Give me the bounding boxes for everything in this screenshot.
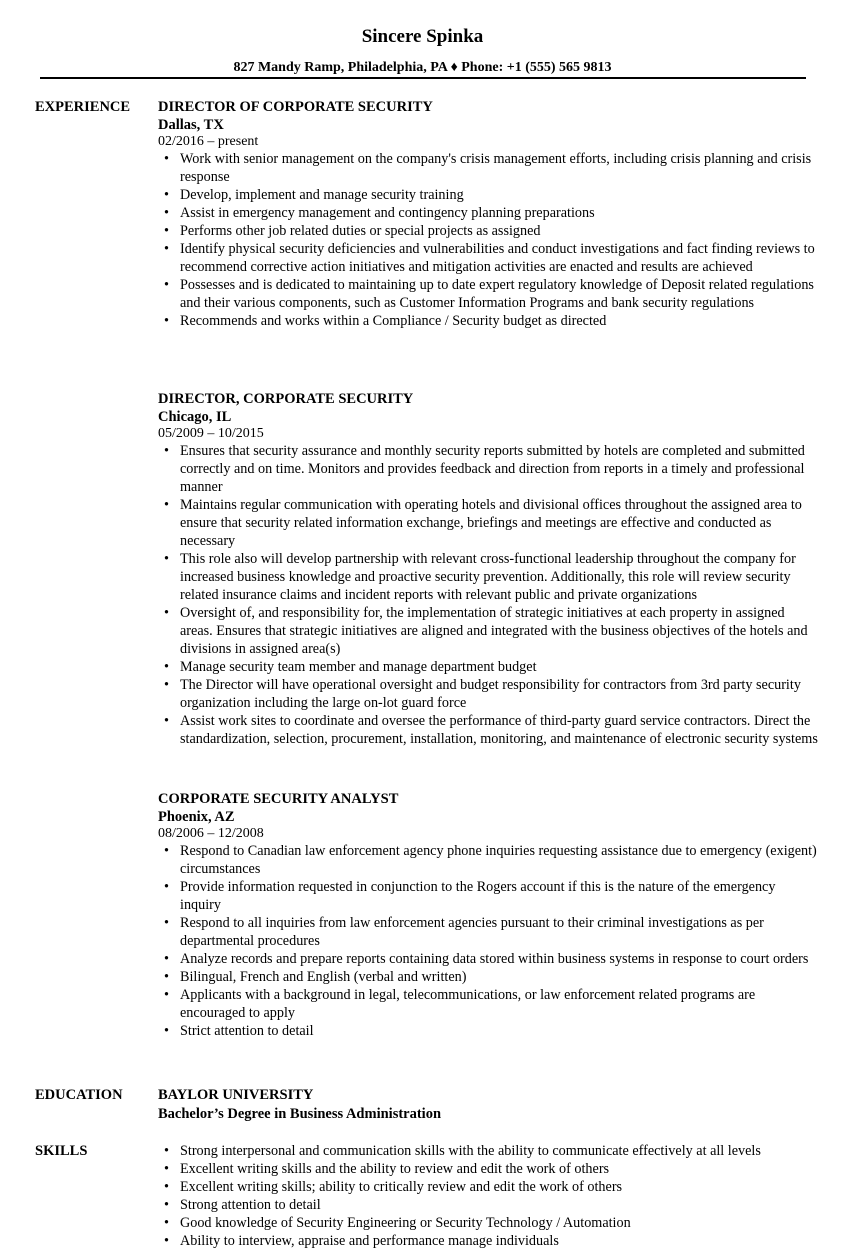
job-bullet: • Strict attention to detail <box>158 1022 818 1040</box>
job-bullets <box>158 842 818 1040</box>
skill-item: • Excellent writing skills and the ability to review and edit the work of others <box>158 1160 818 1178</box>
section-experience-heading: EXPERIENCE <box>35 99 131 115</box>
candidate-name: Sincere Spinka <box>361 26 484 47</box>
job-bullet: • The Director will have operational oversight and budget responsibility for contractors from 3rd party security organization including the large on-lot guard force <box>158 676 818 712</box>
job-title: CORPORATE SECURITY ANALYST <box>158 791 399 807</box>
job-bullet: • Assist in emergency management and contingency planning preparations <box>158 204 818 222</box>
job-bullet: • Respond to all inquiries from law enforcement agencies pursuant to their criminal investigations as per departmental procedures <box>158 914 818 950</box>
job-bullet: • Analyze records and prepare reports containing data stored within business systems in response to court orders <box>158 950 818 968</box>
job-bullet: • Respond to Canadian law enforcement agency phone inquiries requesting assistance due to emergency (exigent) circumstances <box>158 842 818 878</box>
job-bullet: • Provide information requested in conjunction to the Rogers account if this is the nature of the emergency inquiry <box>158 878 818 914</box>
job-dates: 08/2006 – 12/2008 <box>158 826 264 841</box>
job-location: Dallas, TX <box>158 117 224 133</box>
header-divider <box>40 77 806 79</box>
job-bullet: • Bilingual, French and English (verbal and written) <box>158 968 818 986</box>
school-name: BAYLOR UNIVERSITY <box>158 1087 314 1103</box>
job-entry <box>158 98 818 330</box>
skill-item: • Excellent writing skills; ability to critically review and edit the work of others <box>158 1178 818 1196</box>
job-bullets <box>158 150 818 330</box>
contact-line: 827 Mandy Ramp, Philadelphia, PA ♦ Phone: +1 (555) 565 9813 <box>233 60 612 75</box>
skill-item: • Good knowledge of Security Engineering or Security Technology / Automation <box>158 1214 818 1232</box>
skill-bullets <box>158 1142 818 1250</box>
job-dates: 05/2009 – 10/2015 <box>158 426 264 441</box>
job-dates: 02/2016 – present <box>158 134 259 149</box>
skill-item: • Strong attention to detail <box>158 1196 818 1214</box>
job-bullet: • Identify physical security deficiencies and vulnerabilities and conduct investigations and fact finding reviews to recommend corrective action initiatives and mitigation activities are enacted and results are achieved <box>158 240 818 276</box>
job-bullets <box>158 442 818 748</box>
degree: Bachelor’s Degree in Business Administration <box>158 1106 442 1122</box>
job-entry <box>158 390 818 748</box>
job-title: DIRECTOR, CORPORATE SECURITY <box>158 391 414 407</box>
job-bullet: • Recommends and works within a Compliance / Security budget as directed <box>158 312 818 330</box>
job-bullet: • Performs other job related duties or special projects as assigned <box>158 222 818 240</box>
job-title: DIRECTOR OF CORPORATE SECURITY <box>158 99 433 115</box>
education-entry <box>158 1086 818 1123</box>
job-bullet: • Ensures that security assurance and monthly security reports submitted by hotels are completed and submitted correctly and on time. Monitors and provides feedback and direction from reports in a timely and professional manner <box>158 442 818 496</box>
job-bullet: • This role also will develop partnership with relevant cross-functional leadership throughout the company for increased business knowledge and proactive security prevention. Additionally, this role will review security related insurance claims and incident reports with relevant public and private organizations <box>158 550 818 604</box>
skills-list <box>158 1142 818 1250</box>
section-education-heading: EDUCATION <box>35 1087 123 1103</box>
job-bullet: • Applicants with a background in legal, telecommunications, or law enforcement related programs are encouraged to apply <box>158 986 818 1022</box>
section-skills-heading: SKILLS <box>35 1143 88 1159</box>
job-bullet: • Work with senior management on the company's crisis management efforts, including crisis planning and crisis response <box>158 150 818 186</box>
job-bullet: • Develop, implement and manage security training <box>158 186 818 204</box>
job-location: Phoenix, AZ <box>158 809 235 825</box>
job-entry <box>158 790 818 1040</box>
job-bullet: • Manage security team member and manage department budget <box>158 658 818 676</box>
job-bullet: • Assist work sites to coordinate and oversee the performance of third-party guard service contractors. Direct the standardization, selection, procurement, installation, monitoring, and maintenance of electronic security systems <box>158 712 818 748</box>
job-bullet: • Oversight of, and responsibility for, the implementation of strategic initiatives at each property in assigned areas. Ensures that strategic initiatives are aligned and integrated with the business objectives of the hotels and divisions in assigned area(s) <box>158 604 818 658</box>
skill-item: • Strong interpersonal and communication skills with the ability to communicate effectively at all levels <box>158 1142 818 1160</box>
job-bullet: • Possesses and is dedicated to maintaining up to date expert regulatory knowledge of Deposit related regulations and their various components, such as Customer Information Programs and bank security regulations <box>158 276 818 312</box>
skill-item: • Ability to interview, appraise and performance manage individuals <box>158 1232 818 1250</box>
job-location: Chicago, IL <box>158 409 232 425</box>
job-bullet: • Maintains regular communication with operating hotels and divisional offices throughout the assigned area to ensure that security related information exchange, briefings and meetings are effective and conducted as necessary <box>158 496 818 550</box>
